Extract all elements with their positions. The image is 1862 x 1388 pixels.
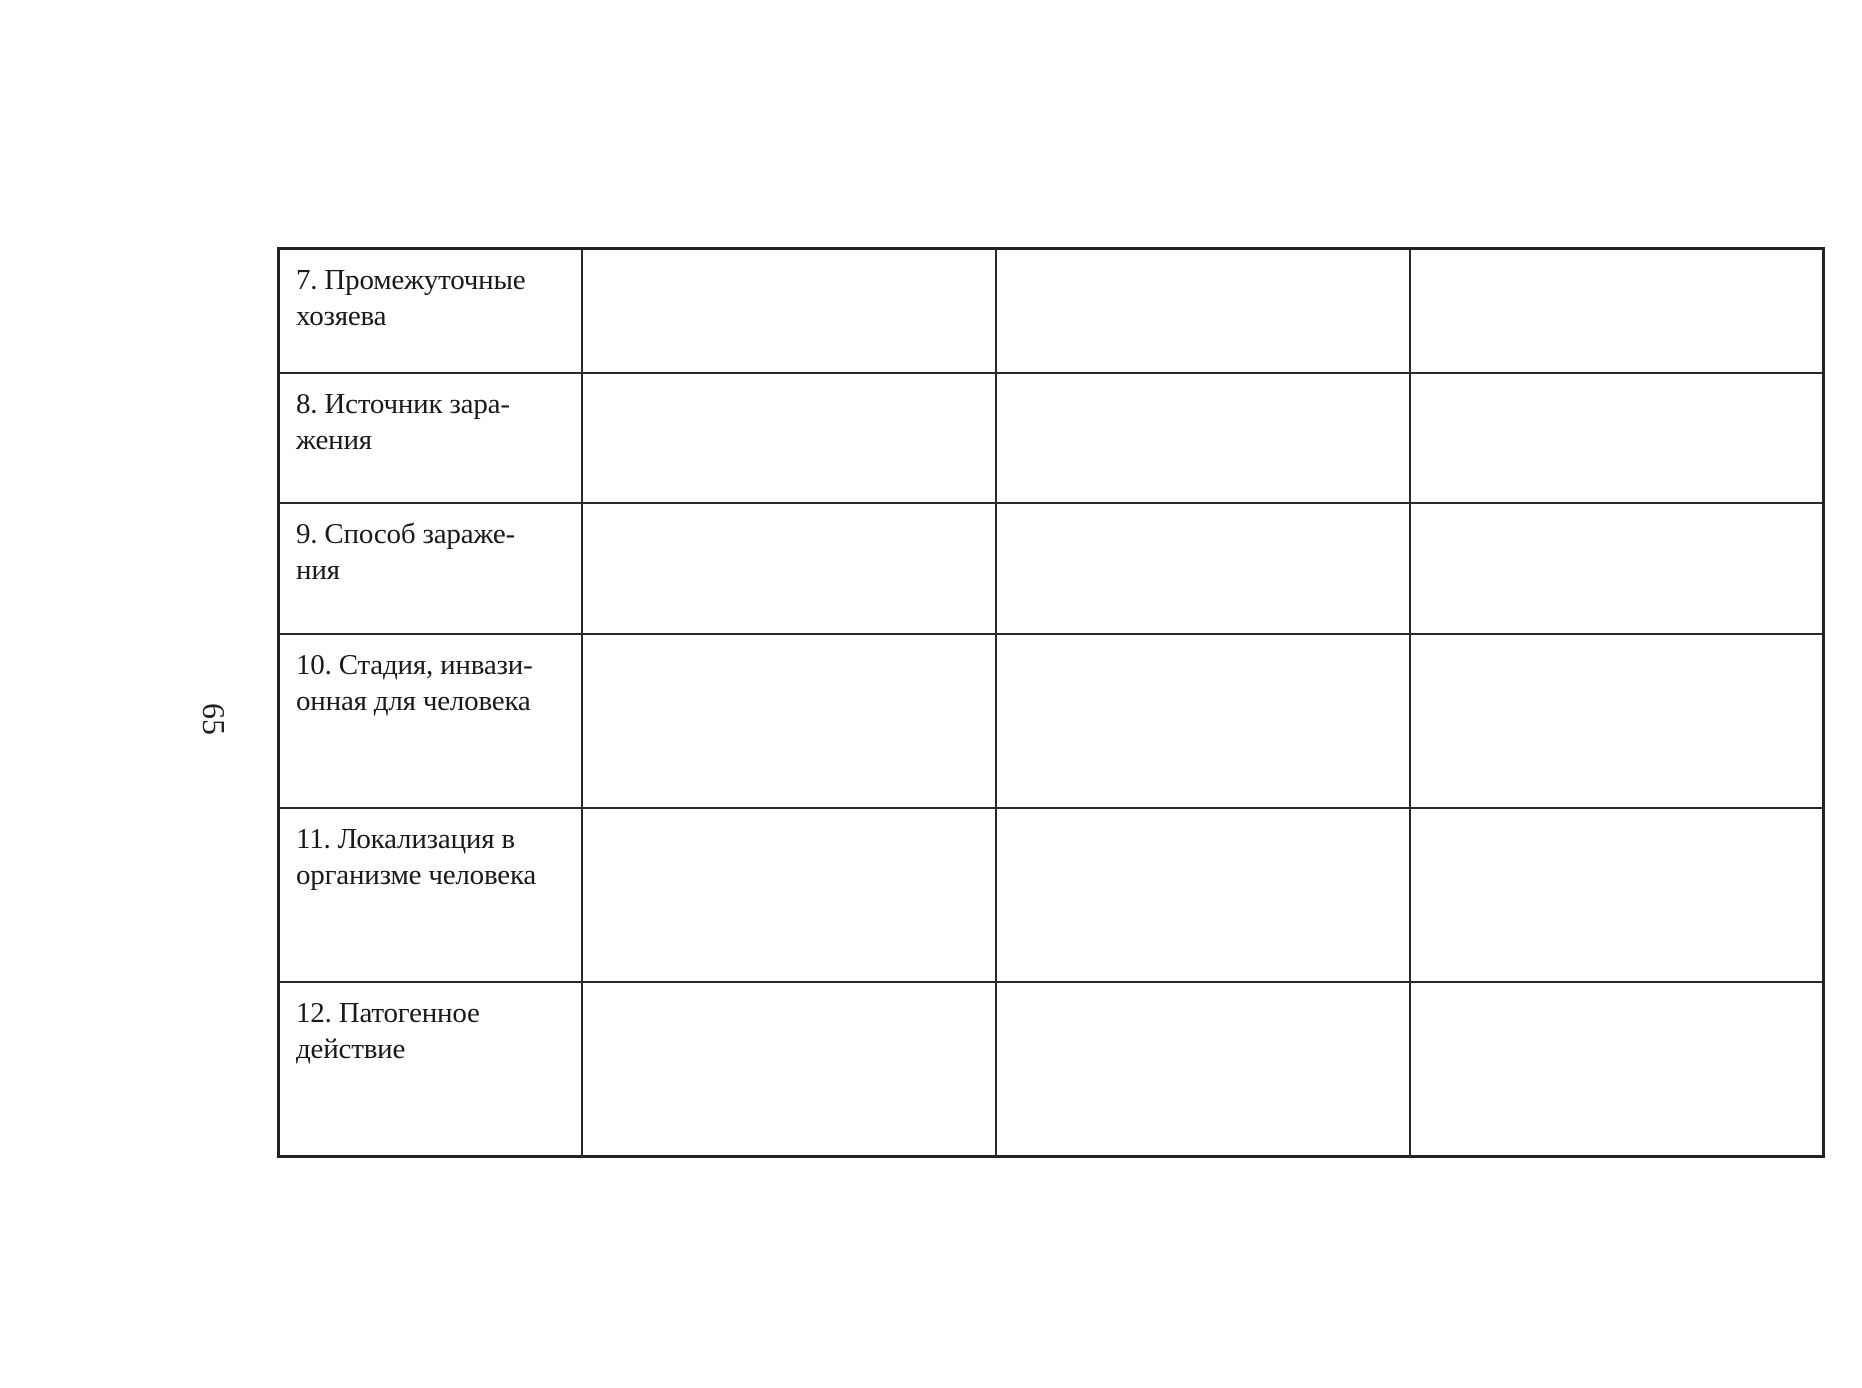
table-row bbox=[279, 503, 1824, 634]
blank-cell[interactable] bbox=[996, 982, 1410, 1157]
blank-cell[interactable] bbox=[1410, 503, 1824, 634]
blank-cell[interactable] bbox=[1410, 373, 1824, 503]
table-row bbox=[279, 982, 1824, 1157]
table-row bbox=[279, 373, 1824, 503]
row-label-pathogenic-action: 12. Патогенное действие bbox=[279, 982, 582, 1157]
blank-cell[interactable] bbox=[996, 503, 1410, 634]
row-label-localization: 11. Локализация в организме человека bbox=[279, 808, 582, 982]
blank-cell[interactable] bbox=[582, 249, 996, 373]
blank-cell[interactable] bbox=[996, 808, 1410, 982]
blank-cell[interactable] bbox=[1410, 249, 1824, 373]
row-label-invasive-stage: 10. Стадия, инвази- онная для человека bbox=[279, 634, 582, 808]
row-label-intermediate-hosts: 7. Промежуточные хозяева bbox=[279, 249, 582, 373]
blank-cell[interactable] bbox=[582, 634, 996, 808]
row-label-infection-source: 8. Источник зара- жения bbox=[279, 373, 582, 503]
blank-cell[interactable] bbox=[996, 249, 1410, 373]
blank-cell[interactable] bbox=[582, 808, 996, 982]
blank-cell[interactable] bbox=[1410, 808, 1824, 982]
table-row bbox=[279, 808, 1824, 982]
blank-cell[interactable] bbox=[582, 373, 996, 503]
table-row bbox=[279, 249, 1824, 373]
blank-cell[interactable] bbox=[996, 634, 1410, 808]
blank-cell[interactable] bbox=[996, 373, 1410, 503]
blank-cell[interactable] bbox=[582, 503, 996, 634]
blank-cell[interactable] bbox=[1410, 982, 1824, 1157]
blank-cell[interactable] bbox=[1410, 634, 1824, 808]
page-number: 65 bbox=[196, 703, 232, 735]
blank-cell[interactable] bbox=[582, 982, 996, 1157]
table-row bbox=[279, 634, 1824, 808]
row-label-infection-method: 9. Способ зараже- ния bbox=[279, 503, 582, 634]
parasite-characteristics-table bbox=[277, 247, 1825, 1158]
